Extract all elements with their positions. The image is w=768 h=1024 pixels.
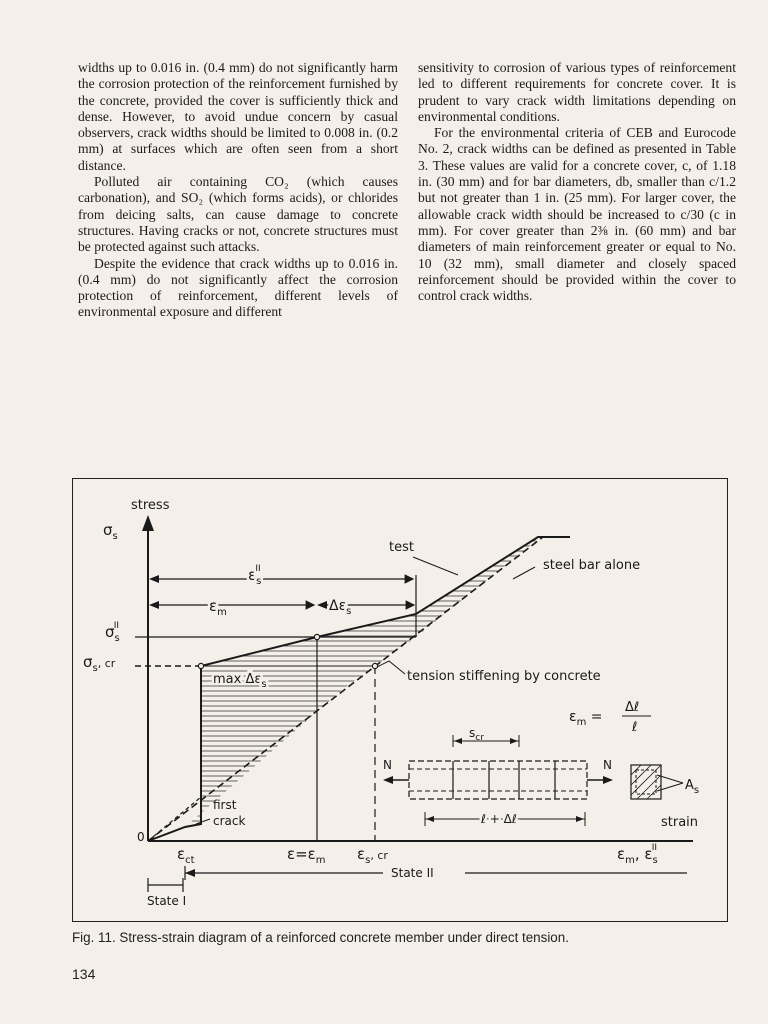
point-m bbox=[314, 634, 319, 639]
delta-eps-dim-label: $\Delta\varepsilon_s$ bbox=[329, 598, 352, 617]
steel-bar-alone-line bbox=[148, 537, 543, 841]
point-cr bbox=[198, 663, 203, 668]
state-ii-arrow bbox=[185, 869, 195, 877]
first-crack-label-2: crack bbox=[213, 814, 246, 828]
tension-leader bbox=[377, 661, 405, 674]
point-s-cr bbox=[372, 663, 377, 668]
state-i-label: State I bbox=[147, 894, 187, 908]
figure-stress-strain-diagram bbox=[72, 478, 728, 922]
sigma-s-label: $\sigma_s$ bbox=[103, 521, 118, 542]
steel-leader bbox=[513, 567, 535, 579]
figure-caption: Fig. 11. Stress-strain diagram of a reinforced concrete member under direct tension. bbox=[72, 930, 569, 945]
test-label: test bbox=[389, 540, 414, 555]
first-crack-dash bbox=[148, 797, 201, 841]
paragraph: sensitivity to corrosion of various types of reinforcement led to different requirements for concrete cover. It is prudent to vary crack width limitations depending on environmental conditions. bbox=[418, 60, 736, 124]
left-text-column bbox=[78, 60, 398, 321]
first-crack-leader bbox=[196, 819, 210, 824]
eps-eq-eps-m-label: $\varepsilon=\varepsilon_m$ bbox=[287, 845, 326, 866]
scr-label: $s_{cr}$ bbox=[469, 726, 484, 743]
formula-den: ℓ bbox=[632, 720, 638, 735]
sigma-s-cr-label: $\sigma_s^{, cr}$ bbox=[83, 653, 116, 674]
steel-bar-label: steel bar alone bbox=[543, 558, 641, 573]
paragraph: For the environmental criteria of CEB and Eurocode No. 2, crack widths can be defined as presented in Table 3. These values are valid for a concrete cover, c, of 1.18 in. (30 mm) and for bar diameters, db, smaller than c/1.2 but not greater than 1 in. (25 mm). For larger cover, the allowable crack width should be increased to c/30 (c in mm). For cover greater than 2⅜ in. (60 mm) and bar diameters of main reinforcement greater or equal to No. 10 (32 mm), small diameter and closely spaced reinforcement should be provided within the cover to control crack widths. bbox=[418, 125, 736, 304]
paragraph: Despite the evidence that crack widths up to 0.016 in. (0.4 mm) do not significantly affect the corrosion protection of reinforcement, different levels of environmental exposure and different bbox=[78, 255, 398, 320]
origin-label: 0 bbox=[137, 830, 145, 844]
n-left-label: N bbox=[383, 758, 392, 772]
tension-stiffening-label: tension stiffening by concrete bbox=[407, 669, 601, 684]
page-number: 134 bbox=[72, 966, 96, 982]
state-ii-label: State II bbox=[391, 866, 434, 880]
eps-s-II-dim-arrow-left bbox=[149, 575, 159, 583]
paragraph: Polluted air containing CO₂ (which causes carbonation), and SO₂ (which forms acids), or chlorides from deicing salts, can cause damage to concrete structures. Having cracks or not, concrete structures must be protected against such attacks. bbox=[78, 174, 398, 255]
max-delta-label: $\max \Delta\varepsilon_s$ bbox=[213, 672, 267, 690]
delta-eps-dim-arrow-left bbox=[317, 601, 327, 609]
test-curve bbox=[148, 537, 570, 841]
as-label: $A_s$ bbox=[685, 778, 700, 796]
first-crack-label-1: first bbox=[213, 798, 237, 812]
paragraph: widths up to 0.016 in. (0.4 mm) do not significantly harm the corrosion protection of the reinforcement furnished by the concrete, provided the cover is sufficiently thick and dense. However, to avoid undue concern by casual observers, crack widths should be limited to 0.008 in. (0.2 mm) at surfaces which are often seen from a short distance. bbox=[78, 60, 398, 173]
n-right-label: N bbox=[603, 758, 612, 772]
eps-s-cr-label: $\varepsilon_s^{, cr}$ bbox=[357, 845, 388, 866]
eps-m-eps-s-II-label: $\varepsilon_m$, $\varepsilon_sII$ bbox=[617, 843, 658, 866]
test-leader bbox=[413, 557, 458, 575]
eps-ct-label: $\varepsilon_{ct}$ bbox=[177, 845, 195, 866]
cross-section-drawing bbox=[631, 765, 683, 799]
right-text-column bbox=[418, 60, 736, 304]
eps-s-II-dim-label: $\varepsilon_sII$ bbox=[248, 564, 262, 587]
y-axis-title: stress bbox=[131, 498, 170, 513]
formula-num: Δℓ bbox=[625, 700, 640, 715]
strain-axis-label: strain bbox=[661, 815, 699, 830]
eps-m-dim-label: $\varepsilon_m$ bbox=[209, 597, 227, 618]
diagram-svg bbox=[73, 479, 729, 923]
sigma-s-II-label: $\sigma_sII$ bbox=[105, 621, 120, 644]
l-plus-dl-label: ℓ + Δℓ bbox=[481, 812, 517, 826]
y-axis-arrow bbox=[142, 515, 154, 531]
eps-m-dim-arrow-left bbox=[149, 601, 159, 609]
formula-lhs: $\varepsilon_m$ = bbox=[569, 709, 603, 728]
